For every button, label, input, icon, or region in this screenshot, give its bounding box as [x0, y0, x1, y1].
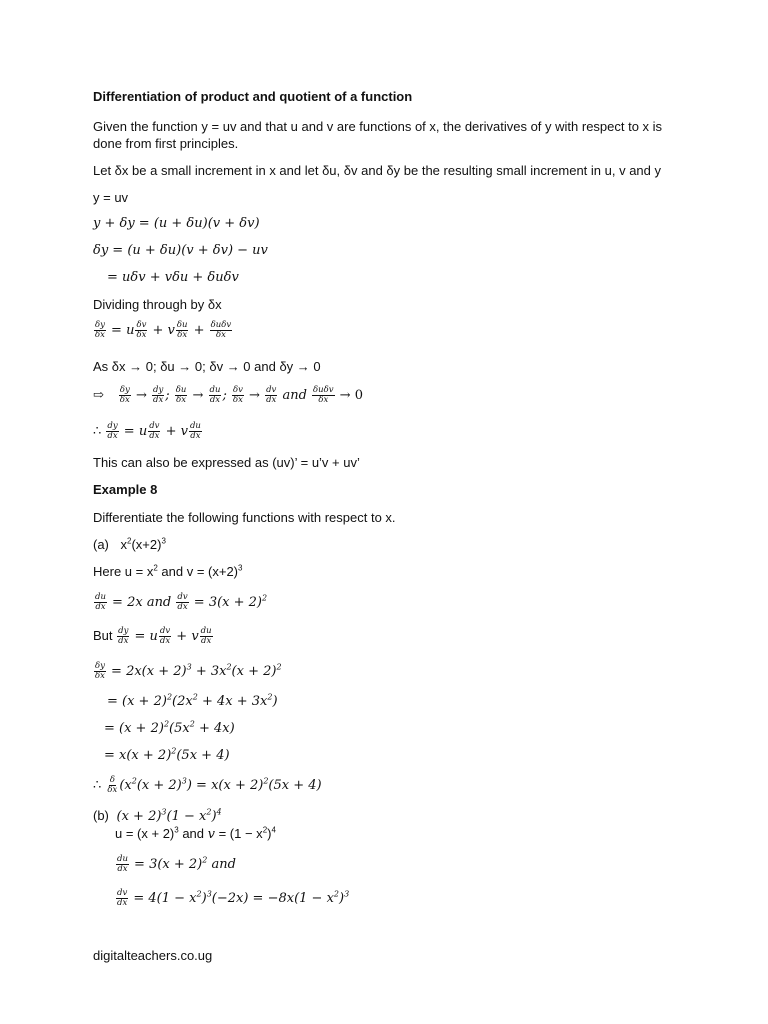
exponent: 2 — [226, 662, 232, 672]
math-text: + v — [172, 629, 199, 644]
math-text: + 3x — [191, 664, 227, 679]
math-text: (x + 2) — [116, 809, 162, 824]
denominator: dx — [153, 395, 164, 405]
math-text: + v — [148, 323, 175, 338]
fraction — [175, 386, 188, 405]
numerator: du — [117, 854, 128, 864]
exponent: 4 — [216, 807, 222, 817]
exponent: 2 — [196, 889, 202, 899]
numerator: δuδv — [313, 385, 334, 395]
math-text: → — [131, 388, 151, 403]
math-text: v — [207, 827, 215, 842]
math-text: → — [188, 388, 208, 403]
numerator: δv — [232, 385, 243, 395]
denominator: δx — [177, 330, 188, 340]
fraction — [94, 593, 107, 612]
denominator: dx — [201, 636, 212, 646]
footer-site: digitalteachers.co.ug — [93, 948, 213, 963]
exponent: 2 — [171, 746, 177, 756]
example-title: Example 8 — [93, 482, 158, 497]
math-text: ) — [339, 891, 345, 906]
fraction — [116, 889, 128, 908]
exponent: 2 — [262, 593, 268, 603]
exponent: 2 — [166, 692, 173, 702]
text: Here u = x — [93, 564, 154, 579]
eq-implies — [93, 386, 363, 405]
math-text: = 3(x + 2) — [189, 595, 262, 610]
denominator: dx — [95, 602, 106, 612]
math-text: (−2x) = −8x(1 − x — [211, 891, 334, 906]
math-text: = 3(x + 2) — [129, 857, 203, 872]
fraction — [210, 321, 233, 340]
fraction — [200, 627, 213, 646]
part-label: (b) — [93, 808, 109, 823]
numerator: dv — [266, 385, 277, 395]
exponent: 2 — [189, 719, 195, 729]
section-heading: Differentiation of product and quotient of a function — [93, 89, 413, 104]
denominator: δx — [107, 785, 118, 795]
fraction — [189, 422, 202, 441]
eq-b-du — [115, 855, 236, 874]
math-text: = u — [119, 424, 148, 439]
exponent: 2 — [276, 662, 282, 672]
math-text: (5x — [169, 721, 190, 736]
denominator: dx — [159, 636, 171, 646]
fraction — [232, 386, 244, 405]
math-text: + 4x) — [194, 721, 235, 736]
exponent: 4 — [271, 825, 276, 835]
math-text: + 4x + 3x — [197, 694, 268, 709]
eq-expansion-3: = uδv + vδu + δuδv — [107, 270, 239, 285]
fraction — [148, 422, 160, 441]
numerator: du — [200, 626, 212, 636]
denominator: dx — [266, 395, 277, 405]
math-text: (2x — [172, 694, 193, 709]
denominator: δx — [119, 395, 130, 405]
exponent: 3 — [161, 807, 167, 817]
numerator: dv — [117, 888, 128, 898]
part-b — [93, 808, 222, 825]
math-text: ) — [267, 826, 272, 841]
but-label: But — [93, 628, 117, 643]
fraction — [265, 386, 277, 405]
denominator: δx — [215, 330, 226, 340]
fraction — [94, 321, 106, 340]
fraction — [116, 855, 129, 874]
numerator: dy — [153, 385, 164, 395]
exponent: 2 — [127, 536, 132, 546]
denominator: δx — [95, 330, 105, 340]
denominator: dx — [117, 864, 128, 874]
fraction — [119, 386, 131, 405]
exponent: 2 — [192, 692, 198, 702]
exponent: 3 — [186, 662, 192, 672]
math-text: = (1 − x — [214, 826, 263, 841]
math-text: = u — [106, 323, 135, 338]
but-rule — [93, 627, 214, 646]
fraction — [117, 627, 129, 646]
exponent: 2 — [131, 776, 137, 786]
exponent: 3 — [174, 825, 179, 835]
denominator: δx — [318, 395, 329, 405]
fraction — [94, 662, 106, 681]
part-b-uv — [115, 826, 276, 843]
example-intro: Differentiate the following functions with respect to x. — [93, 510, 396, 525]
fraction — [106, 422, 118, 441]
math-text: ; — [222, 388, 231, 403]
numerator: du — [189, 421, 201, 431]
math-text: = (x + 2) — [104, 721, 164, 736]
math-text: = u — [130, 629, 158, 644]
exponent: 2 — [263, 776, 269, 786]
eq-step-2 — [107, 694, 278, 710]
text: and — [178, 826, 208, 841]
math-text: = 2x(x + 2) — [106, 664, 187, 679]
numerator: dv — [177, 592, 188, 602]
part-label: (a) — [93, 537, 109, 552]
math-text: ) — [272, 694, 278, 709]
eq-derivs-a — [93, 593, 267, 612]
denominator: dx — [118, 636, 129, 646]
numerator: δuδv — [210, 320, 232, 330]
text: and v = (x+2) — [157, 564, 239, 579]
numerator: dv — [149, 421, 160, 431]
eq-step-3 — [104, 721, 235, 737]
math-text: ; — [165, 388, 174, 403]
denominator: δx — [232, 395, 243, 405]
denominator: dx — [117, 898, 128, 908]
also-expressed-text: This can also be expressed as (uv)’ = u’v + uv’ — [93, 455, 360, 470]
exponent: 3 — [344, 889, 350, 899]
part-a — [93, 537, 166, 553]
eq-y-uv: y = uv — [93, 190, 129, 205]
exponent: 3 — [206, 889, 212, 899]
math-text: = 4(1 − x — [129, 891, 197, 906]
increment-paragraph: Let δx be a small increment in x and let δu, δv and δy be the resulting small increment in u, v and y — [93, 163, 661, 178]
math-text: = 2x and — [107, 595, 176, 610]
denominator: δx — [176, 395, 187, 405]
fraction — [176, 593, 188, 612]
numerator: δu — [176, 320, 188, 330]
numerator: dv — [159, 626, 171, 636]
math-text: = x(x + 2) — [104, 748, 172, 763]
math-text: (x + 2) — [136, 778, 182, 793]
dividing-text — [93, 297, 222, 313]
math-text: and — [278, 388, 312, 403]
math-text: + v — [161, 424, 188, 439]
fraction — [106, 776, 118, 795]
numerator: dy — [107, 421, 118, 431]
eq-expansion-2: δy = (u + δu)(v + δv) − uv — [93, 243, 268, 258]
numerator: du — [95, 592, 106, 602]
numerator: δu — [175, 385, 187, 395]
exponent: 2 — [333, 889, 339, 899]
math-text: (x + 2) — [231, 664, 277, 679]
eq-expansion-1: y + δy = (u + δu)(v + δv) — [93, 216, 260, 231]
eq-result-a — [93, 776, 322, 795]
math-text: (5x + 4) — [176, 748, 230, 763]
fraction — [152, 386, 164, 405]
fraction — [209, 386, 222, 405]
math-text: + — [189, 323, 209, 338]
fraction — [176, 321, 189, 340]
numerator: dy — [118, 626, 129, 636]
numerator: δy — [119, 385, 130, 395]
math-text: and — [207, 857, 236, 872]
denominator: dx — [209, 395, 221, 405]
math-text: (x — [119, 778, 132, 793]
eq-step-1 — [93, 662, 282, 681]
exponent: 2 — [153, 563, 158, 573]
fraction — [159, 627, 171, 646]
denominator: δx — [136, 330, 147, 340]
exponent: 2 — [262, 825, 268, 835]
math-text: (5x + 4) — [268, 778, 322, 793]
limits-text: As δx → 0; δu → 0; δv → 0 and δy → 0 — [93, 359, 321, 374]
denominator: dx — [107, 431, 118, 441]
math-text: (1 − x — [166, 809, 207, 824]
eq-step-4 — [104, 748, 230, 764]
dividing-label: Dividing through by δx — [93, 297, 222, 312]
exponent: 3 — [181, 776, 187, 786]
math-text: ) = x(x + 2) — [186, 778, 264, 793]
therefore-symbol: ∴ — [93, 778, 102, 793]
math-text: ) — [211, 809, 217, 824]
exponent: 3 — [161, 536, 166, 546]
exponent: 2 — [163, 719, 170, 729]
eq-product-rule — [93, 422, 203, 441]
numerator: du — [209, 385, 221, 395]
exponent: 2 — [206, 807, 212, 817]
intro-paragraph: Given the function y = uv and that u and v are functions of x, the derivatives of y with respect to x is done from first principles. — [93, 119, 663, 151]
numerator: δy — [95, 661, 105, 671]
expr-text: (x+2) — [131, 537, 162, 552]
exponent: 2 — [202, 855, 208, 865]
math-text: u = (x + 2) — [115, 826, 175, 841]
denominator: dx — [190, 431, 201, 441]
numerator: δ — [109, 775, 115, 785]
exponent: 2 — [267, 692, 273, 702]
fraction — [135, 321, 147, 340]
math-text: → 0 — [335, 388, 363, 403]
denominator: dx — [177, 602, 188, 612]
expr-text: x — [120, 537, 128, 552]
therefore-symbol: ∴ — [93, 424, 102, 439]
numerator: δy — [95, 320, 105, 330]
eq-b-dv — [115, 889, 349, 908]
here-uv-text — [93, 564, 242, 580]
denominator: δx — [95, 671, 105, 681]
fraction — [312, 386, 335, 405]
math-text: ) — [201, 891, 207, 906]
numerator: δv — [136, 320, 147, 330]
implies-arrow-icon: ⇨ — [93, 388, 104, 403]
math-text: = (x + 2) — [107, 694, 167, 709]
eq-divided — [93, 321, 233, 340]
denominator: dx — [149, 431, 160, 441]
exponent: 3 — [238, 563, 243, 573]
math-text: → — [244, 388, 265, 403]
